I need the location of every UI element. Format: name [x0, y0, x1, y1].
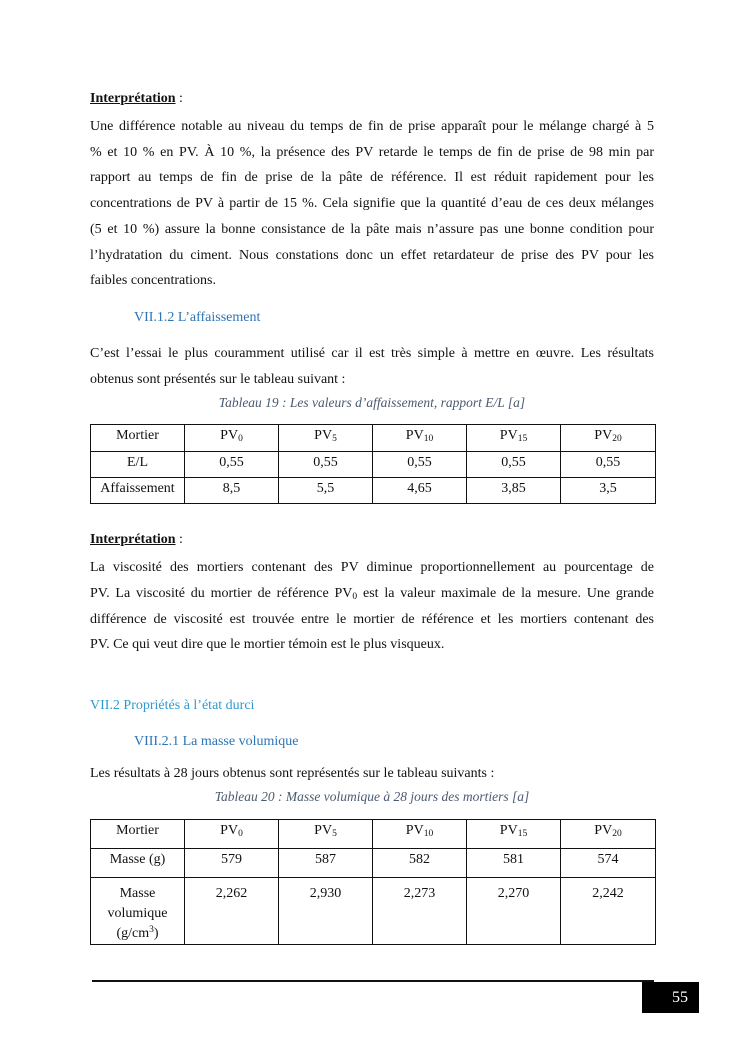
table-header-cell: $PV_{10}$ — [373, 425, 467, 452]
table-cell: 582 — [373, 848, 467, 877]
table-cell: 0,55 — [467, 452, 561, 478]
section-title-etat-durci: VII.2 Propriétés à l’état durci — [90, 698, 255, 714]
table-row-label: Masse (g) — [91, 848, 185, 877]
table-header-cell: $PV_{10}$ — [373, 819, 467, 848]
paragraph-line: différence de viscosité est trouvée entre le mortier de référence et les mortiers contenant des — [90, 611, 654, 627]
paragraph-line: PV. Ce qui veut dire que le mortier témoin est le plus visqueux. — [90, 637, 445, 653]
table-cell: 2,262 — [185, 877, 279, 944]
page-content — [90, 88, 654, 945]
table-row — [91, 478, 656, 504]
paragraph-line: % et 10 % en PV. À 10 %, la présence des PV retarde le temps de fin de prise de 98 min par — [90, 144, 654, 160]
table-cell: 579 — [185, 848, 279, 877]
footer-divider — [92, 980, 654, 982]
interpretation-heading-1 — [90, 88, 654, 110]
paragraph-line: La viscosité des mortiers contenant des PV diminue proportionnellement au pourcentage de — [90, 560, 654, 576]
section-title-masse-volumique: VIII.2.1 La masse volumique — [134, 734, 299, 750]
table-cell: 0,55 — [279, 452, 373, 478]
table-row — [91, 877, 656, 944]
interpretation-heading-2 — [90, 529, 654, 551]
paragraph-line: Les résultats à 28 jours obtenus sont représentés sur le tableau suivants : — [90, 766, 495, 782]
section-title-affaissement: VII.1.2 L’affaissement — [134, 309, 261, 325]
table-19-header-row — [91, 425, 656, 452]
table-cell: 5,5 — [279, 478, 373, 504]
table-header-cell: $PV_0$ — [185, 425, 279, 452]
table-cell: 8,5 — [185, 478, 279, 504]
paragraph-line: C’est l’essai le plus couramment utilisé car il est très simple à mettre en œuvre. Les résultats — [90, 345, 654, 361]
table-cell: 2,273 — [373, 877, 467, 944]
table-cell: 574 — [561, 848, 656, 877]
table-cell: 587 — [279, 848, 373, 877]
table-header-cell: $PV_0$ — [185, 819, 279, 848]
paragraph-line: concentrations de PV à partir de 15 %. Cela signifie que la quantité d’eau de ces deux mélanges — [90, 196, 654, 212]
table-cell: 0,55 — [561, 452, 656, 478]
table-row-label: Affaissement — [91, 478, 185, 504]
paragraph-line: PV. La viscosité du mortier de référence $PV_0$ est la valeur maximale de la mesure. Une grande — [90, 586, 654, 603]
table-header-cell: $PV_{15}$ — [467, 819, 561, 848]
table-cell: 4,65 — [373, 478, 467, 504]
table-row — [91, 848, 656, 877]
table-cell: 2,270 — [467, 877, 561, 944]
interpretation-colon: : — [175, 91, 183, 106]
paragraph-line: obtenus sont présentés sur le tableau suivant : — [90, 371, 346, 387]
table-cell: 2,930 — [279, 877, 373, 944]
table-19 — [90, 424, 656, 504]
interpretation-label: Interprétation — [90, 532, 176, 548]
masse-volumique-paragraph — [90, 761, 654, 787]
table-cell: 0,55 — [185, 452, 279, 478]
table-19-caption: Tableau 19 : Les valeurs d’affaissement, rapport E/L [a] — [218, 395, 526, 411]
table-header-cell: $PV_{20}$ — [561, 819, 656, 848]
table-header-cell: Mortier — [91, 819, 185, 848]
paragraph-line: l’hydratation du ciment. Nous constations donc un effet retardateur de prise des PV pour les — [90, 247, 654, 263]
table-header-cell: $PV_{20}$ — [561, 425, 656, 452]
table-row — [91, 452, 656, 478]
table-header-cell: $PV_5$ — [279, 819, 373, 848]
table-20-header-row — [91, 819, 656, 848]
interpretation-label: Interprétation — [90, 91, 176, 106]
interpretation-paragraph-1 — [90, 114, 654, 294]
table-cell: 3,85 — [467, 478, 561, 504]
table-header-cell: $PV_{15}$ — [467, 425, 561, 452]
table-header-cell: Mortier — [91, 425, 185, 452]
paragraph-line: (5 et 10 %) assure la bonne consistance de la pâte mais n’assure pas une bonne condition pour — [90, 221, 654, 237]
paragraph-line: faibles concentrations. — [90, 273, 216, 289]
interpretation-paragraph-2 — [90, 555, 654, 658]
affaissement-paragraph — [90, 341, 654, 392]
table-cell: 2,242 — [561, 877, 656, 944]
table-20-caption: Tableau 20 : Masse volumique à 28 jours des mortiers [a] — [214, 788, 530, 804]
page-number: 55 — [642, 982, 699, 1013]
table-row-label: E/L — [91, 452, 185, 478]
table-cell: 3,5 — [561, 478, 656, 504]
table-20 — [90, 819, 656, 945]
paragraph-line: rapport au temps de fin de prise de la pâte de référence. Il est réduit rapidement pour les — [90, 170, 654, 186]
table-header-cell: $PV_5$ — [279, 425, 373, 452]
table-cell: 0,55 — [373, 452, 467, 478]
interpretation-colon: : — [175, 532, 183, 548]
paragraph-line: Une différence notable au niveau du temps de fin de prise apparaît pour le mélange chargé à 5 — [90, 119, 654, 134]
table-row-label: Masse volumique $(g/cm^3)$ — [91, 877, 185, 944]
table-cell: 581 — [467, 848, 561, 877]
